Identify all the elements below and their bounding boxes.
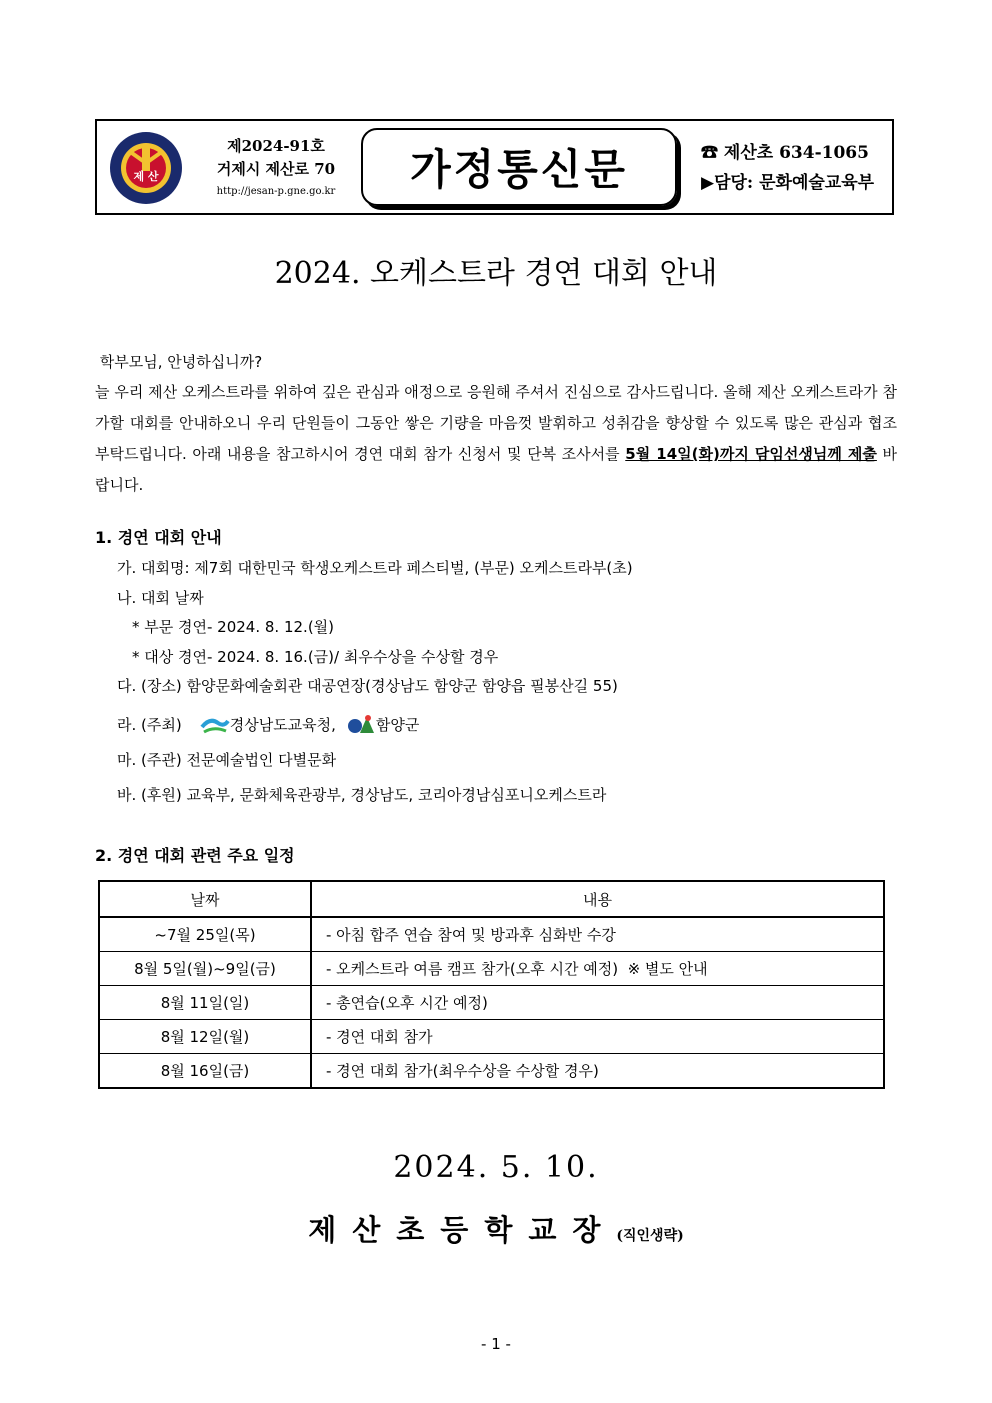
schedule-content: - 총연습(오후 시간 예정)	[311, 986, 884, 1020]
department-contact: ▶담당: 문화예술교육부	[701, 173, 875, 193]
schedule-content: - 오케스트라 여름 캠프 참가(오후 시간 예정) ※ 별도 안내	[311, 952, 884, 986]
organizer-hamyang: 함양군	[375, 715, 420, 734]
deadline-highlight: 5월 14일(화)까지 담임선생님께 제출	[625, 445, 877, 463]
greeting: 학부모님, 안녕하십니까?	[99, 353, 263, 371]
competition-venue: 다. (장소) 함양문화예술회관 대공연장(경상남도 함양군 함양읍 필봉산길 55)	[117, 677, 618, 695]
school-emblem-icon	[109, 131, 183, 205]
column-header-date: 날짜	[99, 881, 311, 917]
schedule-date: 8월 11일(일)	[99, 986, 311, 1020]
schedule-date: 8월 12일(월)	[99, 1020, 311, 1054]
section1-heading: 1. 경연 대회 안내	[95, 528, 222, 547]
schedule-date: ~7월 25일(목)	[99, 917, 311, 952]
schedule-table	[98, 880, 885, 1089]
table-row	[99, 1020, 884, 1054]
issue-number: 제2024-91호	[227, 137, 325, 155]
schedule-date: 8월 5일(월)~9일(금)	[99, 952, 311, 986]
organizer-education-office: 경상남도교육청,	[229, 715, 336, 734]
document-title: 2024. 오케스트라 경연 대회 안내	[274, 256, 718, 291]
letter-header	[95, 119, 894, 215]
schedule-content: - 아침 합주 연습 참여 및 방과후 심화반 수강	[311, 917, 884, 952]
emblem-text: 제 산	[133, 170, 159, 183]
sponsor-line: 바. (후원) 교육부, 문화체육관광부, 경상남도, 코리아경남심포니오케스트라	[117, 786, 607, 804]
table-row	[99, 986, 884, 1020]
organizer-line	[117, 713, 419, 735]
page-number: - 1 -	[481, 1335, 511, 1353]
table-row	[99, 1054, 884, 1089]
hamyang-county-logo-icon	[346, 713, 376, 735]
schedule-content: - 경연 대회 참가	[311, 1020, 884, 1054]
organizer-label: 라. (주최)	[117, 715, 182, 734]
phone-number: ☎ 제산초 634-1065	[701, 143, 869, 163]
issue-date: 2024. 5. 10.	[393, 1150, 599, 1185]
schedule-date: 8월 16일(금)	[99, 1054, 311, 1089]
section2-heading: 2. 경연 대회 관련 주요 일정	[95, 846, 295, 865]
table-row	[99, 917, 884, 952]
signature-line	[0, 1208, 992, 1249]
contact-block	[701, 138, 891, 198]
schedule-content: - 경연 대회 참가(최우수상을 수상할 경우)	[311, 1054, 884, 1089]
education-office-logo-icon	[200, 713, 230, 735]
grand-prize-date: * 대상 경연- 2024. 8. 16.(금)/ 최우수상을 수상할 경우	[132, 648, 499, 666]
competition-date-label: 나. 대회 날짜	[117, 589, 204, 607]
host-line: 마. (주관) 전문예술법인 다별문화	[117, 751, 337, 769]
table-row	[99, 952, 884, 986]
principal-title: 제산초등학교장	[308, 1213, 617, 1247]
division-date: * 부문 경연- 2024. 8. 12.(월)	[132, 618, 335, 636]
school-address: 거제시 제산로 70	[216, 160, 336, 178]
seal-omitted-note: (직인생략)	[616, 1228, 684, 1244]
title-box	[361, 128, 677, 206]
table-header-row	[99, 881, 884, 917]
newsletter-title: 가정통신문	[410, 145, 628, 194]
issue-block	[201, 135, 351, 203]
competition-name: 가. 대회명: 제7회 대한민국 학생오케스트라 페스티벌, (부문) 오케스트라부(초)	[117, 559, 633, 577]
column-header-content: 내용	[311, 881, 884, 917]
body-paragraph: 늘 우리 제산 오케스트라를 위하여 깊은 관심과 애정으로 응원해 주셔서 진심으로 감사드립니다. 올해 제산 오케스트라가 참가할 대회를 안내하오니 우리 단원들이 그동안 쌓은 기량을 마음껏 발휘하고 성취감을 향상할 수 있도록 많은 관심과 협조 부탁드립니다. 아래 내용을 참고하시어 경연 대회 참가 신청서 및 단복 조사서를 5월 14일(화)까지 담임선생님께 제출 바랍니다.	[95, 383, 898, 494]
school-url[interactable]: http://jesan-p.gne.go.kr	[216, 186, 336, 197]
